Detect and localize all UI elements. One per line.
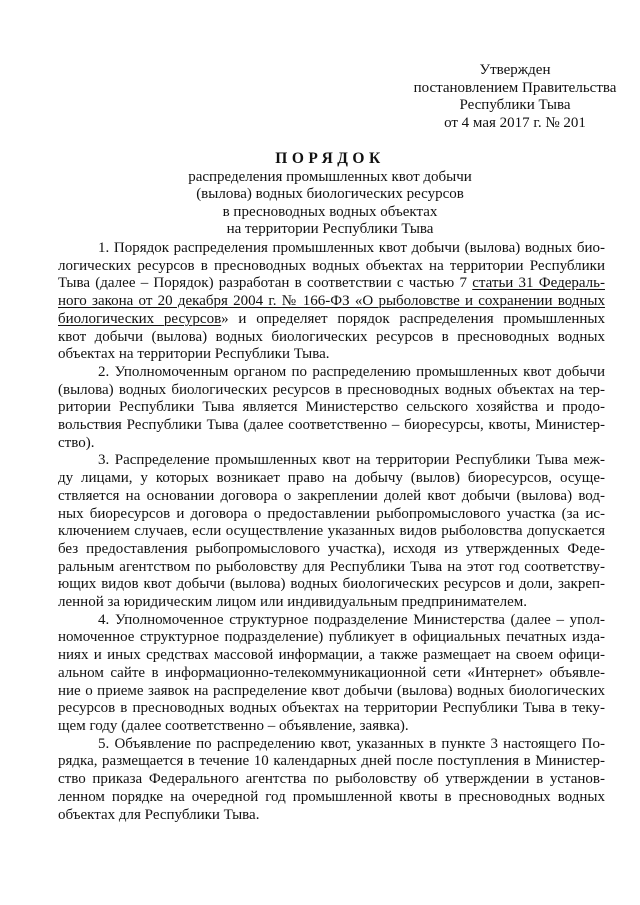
title-subtitle-line: на территории Республики Тыва [226, 221, 434, 237]
paragraph-3 [58, 452, 605, 611]
text-line: квот добычи (вылова) водных биологических ресурсов в пресноводных водных [58, 328, 605, 345]
text-line: ных биоресурсов и договора о предоставлении рыбопромыслового участка (за ис- [58, 505, 605, 522]
law-reference-link[interactable]: ного закона от 20 декабря 2004 г. № 166-ФЗ «О рыболовстве и сохранении водных [58, 293, 605, 310]
text-line: альном сайте в информационно-телекоммуникационной сети «Интернет» объявле- [58, 664, 605, 681]
text-line: ствляется на основании договора о закреплении долей квот добычи (вылова) вод- [58, 487, 605, 504]
text-line: ство приказа Федерального агентства по рыболовству об утверждении в установ- [58, 771, 605, 788]
text-line: 5. Объявление по распределению квот, указанных в пункте 3 настоящего По- [98, 735, 605, 752]
text-line: (вылова) водных биологических ресурсов в пресноводных водных объектах на тер- [58, 381, 605, 398]
text-line: ключением случаев, если осуществление указанных видов рыболовства допускается [58, 523, 605, 540]
text-line: ритории Республики Тыва является Министерство сельского хозяйства и продо- [58, 399, 605, 416]
text-line [58, 275, 605, 293]
text-segment: » и определяет порядок распределения промышленных [221, 310, 606, 327]
text-line: 2. Уполномоченным органом по распределению промышленных квот добычи [98, 363, 605, 380]
text-line: 3. Распределение промышленных квот на территории Республики Тыва меж- [98, 452, 605, 469]
law-reference-link[interactable]: статьи 31 Федераль- [472, 275, 605, 292]
law-reference-link[interactable]: биологических ресурсов [58, 310, 222, 327]
text-line: ющих видов квот добычи (вылова) водных биологических ресурсов и доли, закреп- [58, 576, 605, 593]
text-line: ленном порядке на очередной год промышленной квоты в пресноводных водных [58, 788, 605, 805]
approval-line: от 4 мая 2017 г. № 201 [444, 114, 586, 131]
text-line [58, 311, 605, 329]
text-line: ниях и иных средствах массовой информации, а также размещает на своем офици- [58, 647, 605, 664]
approval-line: постановлением Правительства [413, 79, 617, 96]
text-segment: Тыва (далее – Порядок) разработан в соответствии с частью 7 [58, 275, 473, 292]
text-line: рядка, размещается в течение 10 календарных дней после поступления в Министер- [58, 753, 605, 770]
paragraph-1 [58, 240, 605, 364]
title-subtitle-line: в пресноводных водных объектах [222, 203, 438, 220]
text-line: ральным агентством по рыболовству для Республики Тыва на этот год соответству- [58, 558, 605, 575]
paragraph-2 [58, 364, 605, 453]
paragraph-5 [58, 736, 605, 825]
document-title [60, 150, 600, 239]
text-line: ду лицами, у которых возникает право на добычу (вылов) биоресурсов, осуще- [58, 470, 605, 487]
title-subtitle-line: распределения промышленных квот добычи [188, 168, 472, 185]
text-line: объектах на территории Республики Тыва. [58, 346, 330, 363]
text-line: ленной за юридическим лицом или индивидуальным предпринимателем. [58, 594, 527, 611]
text-line: ние о приеме заявок на распределение квот добычи (вылова) водных биологических [58, 682, 605, 699]
text-line: логических ресурсов в пресноводных водных объектах на территории Республики [58, 257, 605, 274]
approval-line: Утвержден [479, 62, 551, 78]
text-line: ство). [58, 434, 95, 451]
text-line: ресурсов в пресноводных водных объектах на территории Республики Тыва в теку- [58, 700, 605, 717]
text-line: 1. Порядок распределения промышленных квот добычи (вылова) водных био- [98, 240, 605, 256]
title-subtitle-line: (вылова) водных биологических ресурсов [196, 186, 464, 202]
document-body [58, 240, 605, 824]
text-line: вольствия Республики Тыва (далее соответственно – биоресурсы, квоты, Министер- [58, 417, 605, 434]
text-line: номоченное структурное подразделение) публикует в официальных печатных изда- [58, 629, 605, 646]
text-line: без предоставления рыбопромыслового участка), исходя из утвержденных Феде- [58, 540, 605, 557]
approval-stamp [400, 62, 630, 132]
text-line: щем году (далее соответственно – объявление, заявка). [58, 717, 409, 734]
approval-line: Республики Тыва [459, 97, 571, 113]
text-line: 4. Уполномоченное структурное подразделение Министерства (далее – упол- [98, 611, 605, 628]
title-heading: ПОРЯДОК [275, 150, 385, 167]
paragraph-4 [58, 612, 605, 736]
text-line: объектах для Республики Тыва. [58, 806, 260, 823]
